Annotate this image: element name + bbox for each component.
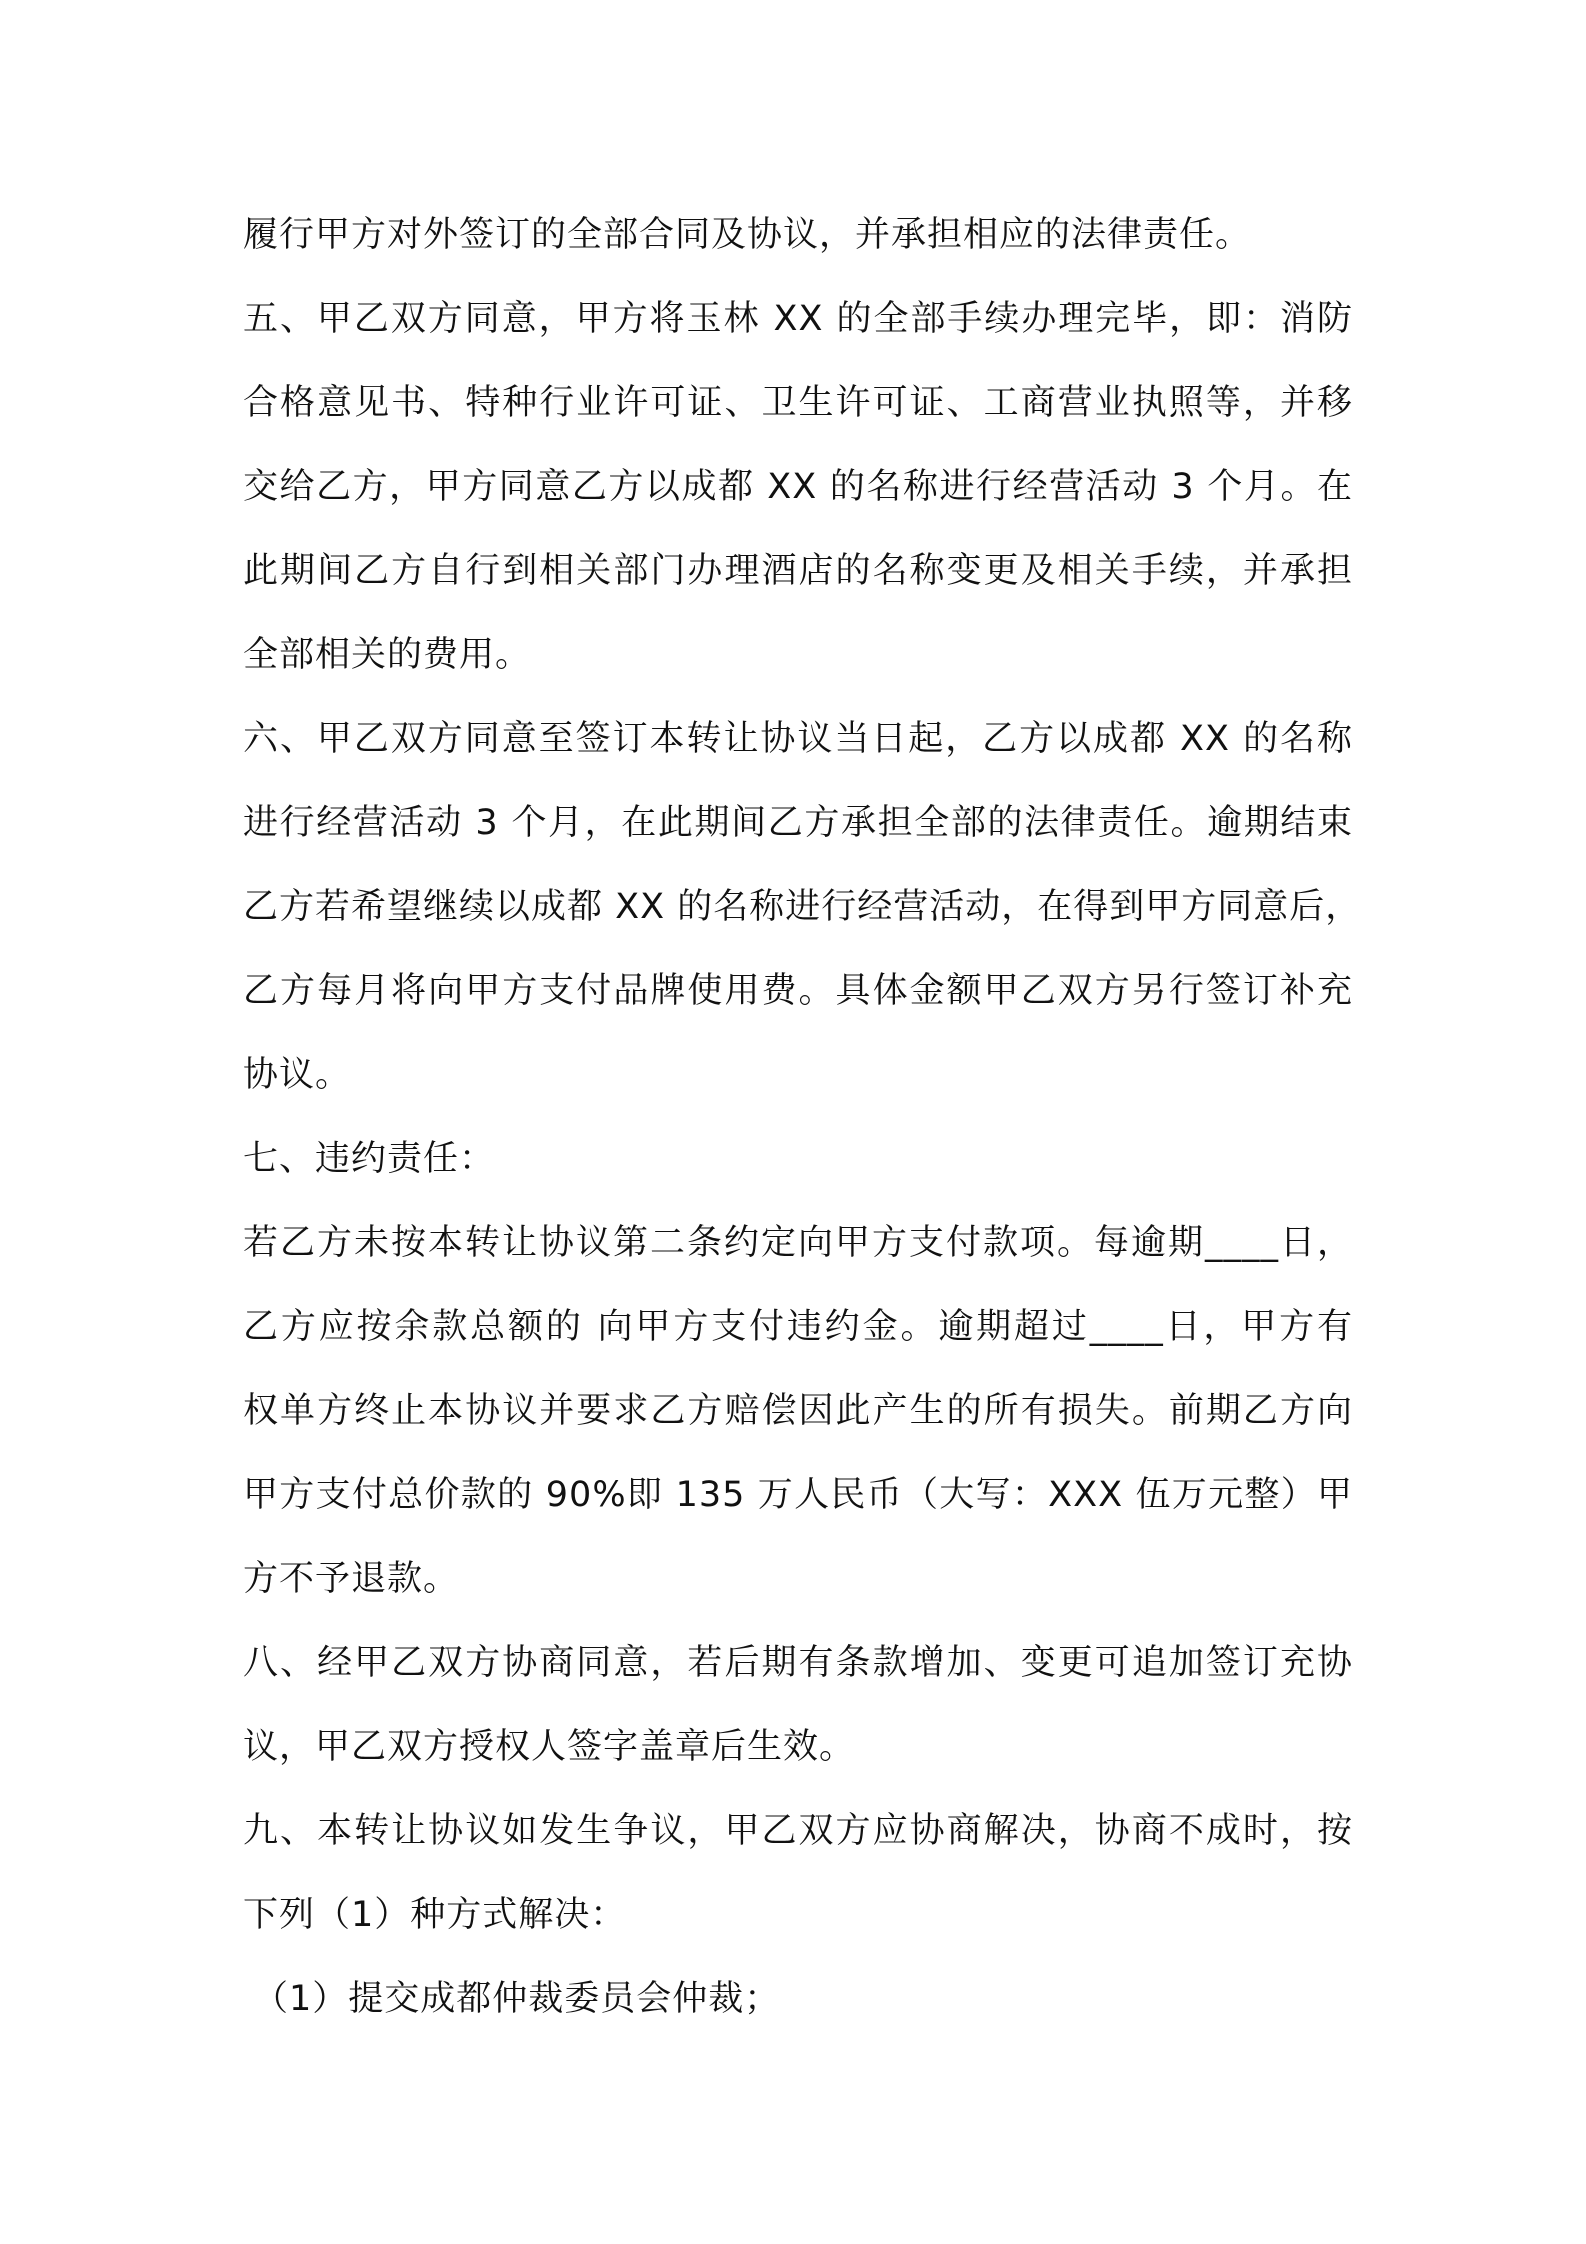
text-line: 若乙方未按本转让协议第二条约定向甲方支付款项。每逾期____日， (243, 1223, 1353, 1263)
text-line: （1）提交成都仲裁委员会仲裁； (253, 1979, 781, 2019)
text-line: 下列（1）种方式解决： (243, 1895, 627, 1935)
text-line: 合格意见书、特种行业许可证、卫生许可证、工商营业执照等，并移 (243, 383, 1353, 423)
text-line: 进行经营活动 3 个月，在此期间乙方承担全部的法律责任。逾期结束 (243, 803, 1353, 843)
text-line: 全部相关的费用。 (243, 635, 532, 675)
text-line: 五、甲乙双方同意，甲方将玉林 XX 的全部手续办理完毕，即：消防 (243, 299, 1353, 339)
text-line: 权单方终止本协议并要求乙方赔偿因此产生的所有损失。前期乙方向 (243, 1391, 1353, 1431)
text-line: 议，甲乙双方授权人签字盖章后生效。 (243, 1727, 856, 1767)
text-line: 方不予退款。 (243, 1559, 460, 1599)
text-line: 乙方应按余款总额的 向甲方支付违约金。逾期超过____日，甲方有 (243, 1307, 1353, 1347)
text-line: 履行甲方对外签订的全部合同及协议，并承担相应的法律责任。 (243, 215, 1252, 255)
text-line: 交给乙方，甲方同意乙方以成都 XX 的名称进行经营活动 3 个月。在 (243, 467, 1353, 507)
text-line: 六、甲乙双方同意至签订本转让协议当日起，乙方以成都 XX 的名称 (243, 719, 1353, 759)
text-line: 乙方每月将向甲方支付品牌使用费。具体金额甲乙双方另行签订补充 (243, 971, 1353, 1011)
document-body (243, 193, 1362, 2041)
text-line: 八、经甲乙双方协商同意，若后期有条款增加、变更可追加签订充协 (243, 1643, 1353, 1683)
text-line: 九、本转让协议如发生争议，甲乙双方应协商解决，协商不成时，按 (243, 1811, 1353, 1851)
text-line: 乙方若希望继续以成都 XX 的名称进行经营活动，在得到甲方同意后， (243, 887, 1362, 927)
text-line: 此期间乙方自行到相关部门办理酒店的名称变更及相关手续，并承担 (243, 551, 1353, 591)
text-line: 甲方支付总价款的 90%即 135 万人民币（大写：XXX 伍万元整）甲 (243, 1475, 1353, 1515)
text-line: 协议。 (243, 1055, 352, 1095)
text-line: 七、违约责任： (243, 1139, 496, 1179)
